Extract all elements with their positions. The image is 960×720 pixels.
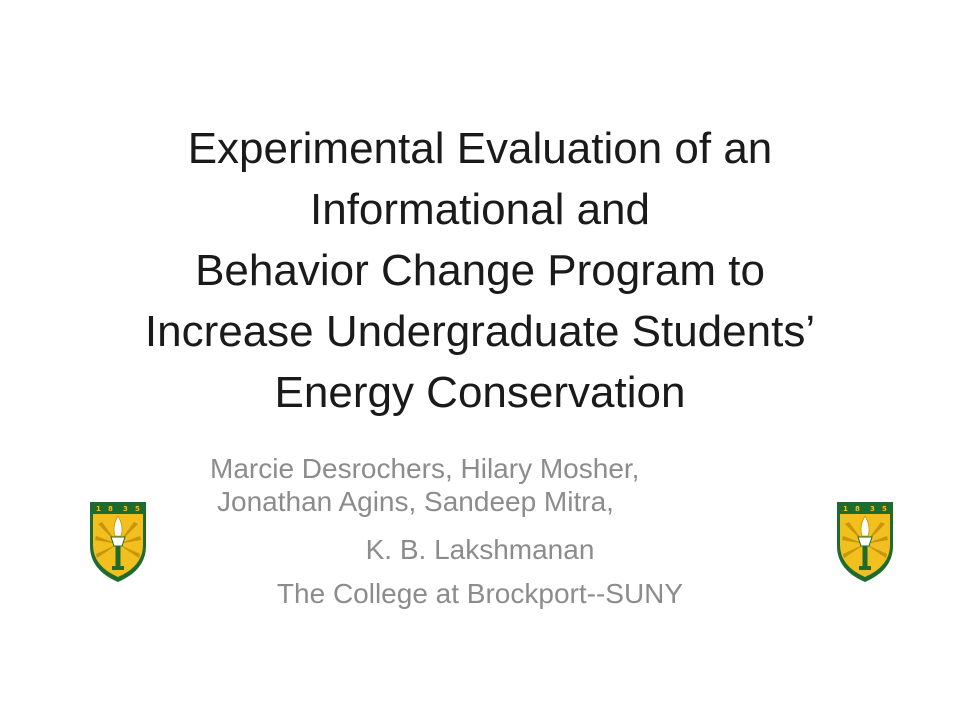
slide-subtitle [150,452,810,616]
title-line-1: Experimental Evaluation of an [187,124,773,173]
svg-text:3: 3 [870,505,875,513]
svg-text:1: 1 [96,505,101,513]
title-line-5: Energy Conservation [274,368,686,417]
authors-line-3: K. B. Lakshmanan [365,534,595,565]
svg-text:8: 8 [855,505,860,513]
svg-text:5: 5 [882,505,887,513]
authors-line-2: Jonathan Agins, Sandeep Mitra, [217,486,614,517]
college-crest-icon [835,500,895,584]
slide-title [60,118,900,423]
authors-line-1: Marcie Desrochers, Hilary Mosher, [210,453,640,484]
college-crest-icon [88,500,148,584]
svg-text:1: 1 [843,505,848,513]
institution-line: The College at Brockport--SUNY [276,578,684,609]
title-line-3: Behavior Change Program to [195,246,765,295]
svg-text:5: 5 [135,505,140,513]
svg-text:3: 3 [123,505,128,513]
title-line-4: Increase Undergraduate Students’ [144,307,816,356]
title-line-2: Informational and [310,185,650,234]
svg-text:8: 8 [108,505,113,513]
